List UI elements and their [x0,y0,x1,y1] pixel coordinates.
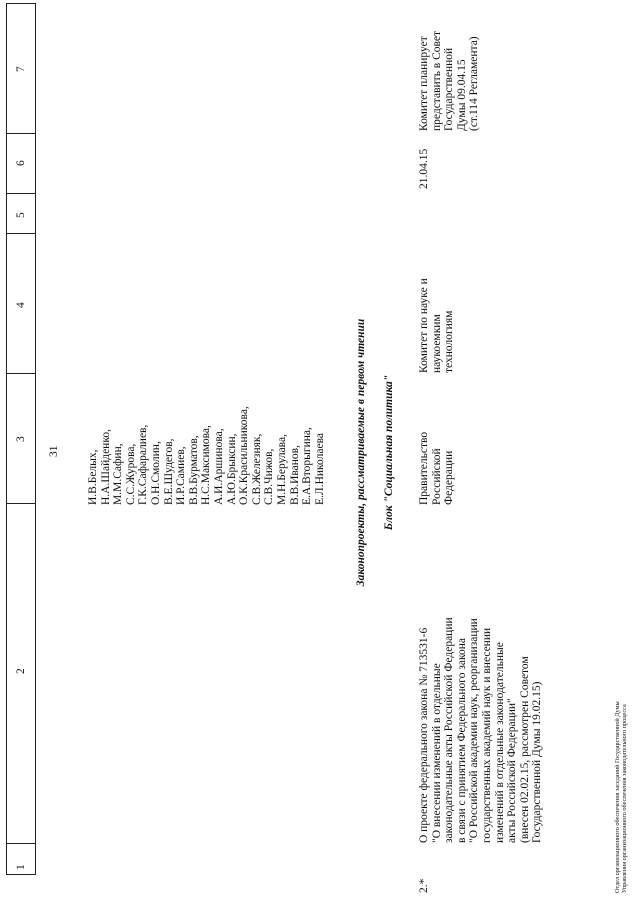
section-heading: Законопроекты, рассматриваемые в первом чтении [355,318,367,587]
column-divider [7,373,35,374]
column-divider [7,503,35,504]
footer-department: Отдел организационного обеспечения заседаний Государственной Думы Управления организационного обеспечения законодательного процесса [614,701,628,893]
block-heading: Блок "Социальная политика" [383,374,395,531]
committee-note: Комитет планирует представить в Совет Государственной Думы 09.04.15 (ст.114 Регламента) [418,30,481,131]
column-number-5: 5 [15,212,27,218]
column-divider [7,843,35,844]
column-divider [7,193,35,194]
bill-initiator: Правительство Российской Федерации [418,431,456,505]
column-number-6: 6 [15,160,27,166]
page-number: 31 [48,445,60,457]
review-date: 21.04.15 [418,148,430,189]
column-number-4: 4 [15,302,27,308]
item-number: 2.* [418,878,430,893]
column-divider [7,133,35,134]
deputy-list: И.В.Белых, Н.А.Шайденко, М.М.Сафин, С.С.Журова, Г.К.Сафаралиев, О.Н.Смолин, В.Е.Шудегов, И.Р.Самиев, В.В.Бурматов, Н.С.Максимова, А.И.Аршинова, А.Ю.Брыксин, О.К.Красильникова, С.В.Железняк, С.В.Чижов, М.Н.Берулава, В.В.Иванов, Е.А.Вторыгина, Е.Л.Николаева [87,406,326,505]
bill-description: О проекте федерального закона № 713531-6 "О внесении изменений в отдельные законодательные акты Российской Федерации в связи с принятием Федерального закона "О Российской академии наук, реорганизации государственных академий наук и внесении изменений в отдельные законодательные акты Российской Федерации" (внесен 02.02.15, рассмотрен Советом Государственной Думы 19.02.15) [418,617,544,843]
column-header-table [6,3,36,875]
column-divider [7,233,35,234]
responsible-committee: Комитет по науке и наукоемким технологиям [418,278,456,373]
column-number-2: 2 [15,668,27,674]
column-number-7: 7 [15,66,27,72]
column-number-1: 1 [15,864,27,870]
column-number-3: 3 [15,436,27,442]
